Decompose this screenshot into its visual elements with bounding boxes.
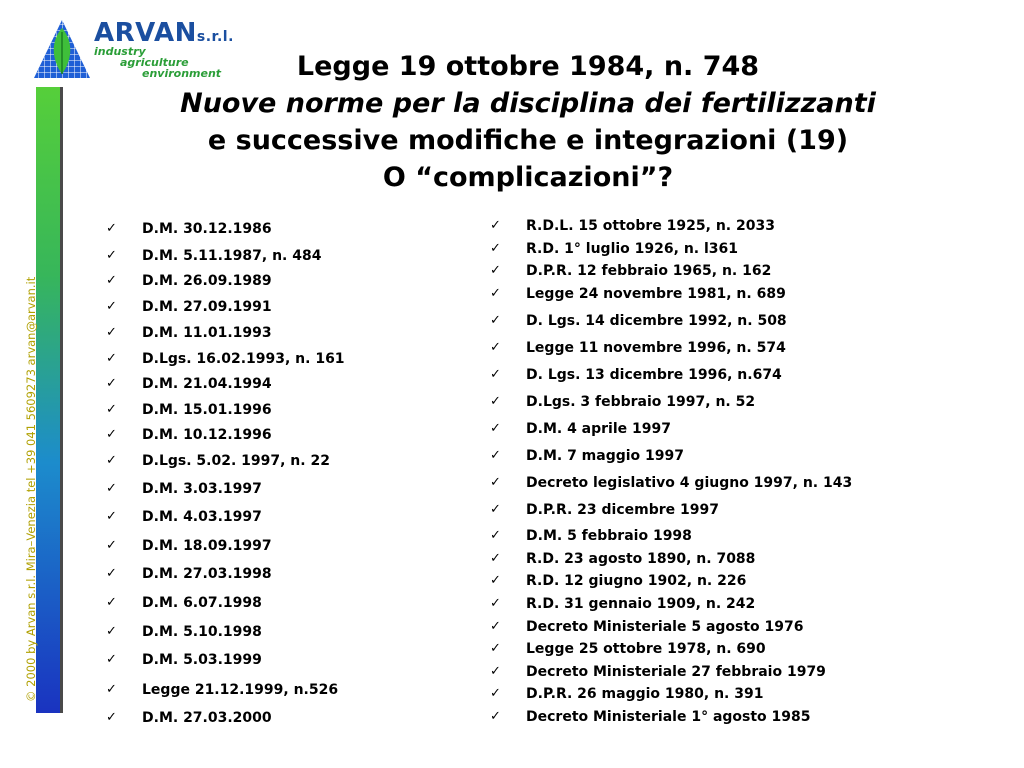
check-icon: ✓	[490, 475, 501, 490]
check-icon: ✓	[490, 641, 501, 656]
check-icon: ✓	[490, 686, 501, 701]
check-icon: ✓	[490, 263, 501, 278]
check-icon: ✓	[106, 481, 117, 496]
check-icon: ✓	[490, 664, 501, 679]
check-icon: ✓	[106, 248, 117, 263]
check-icon: ✓	[490, 340, 501, 355]
title-line-1: Legge 19 ottobre 1984, n. 748	[296, 51, 760, 82]
check-icon: ✓	[106, 538, 117, 553]
check-icon: ✓	[490, 502, 501, 517]
check-icon: ✓	[490, 421, 501, 436]
check-icon: ✓	[490, 551, 501, 566]
copyright-text: © 2000 by Arvan s.r.l. Mira–Venezia tel +39 041 5609273 arvan@arvan.it	[24, 276, 38, 702]
check-icon: ✓	[106, 509, 117, 524]
check-icon: ✓	[106, 624, 117, 639]
logo-tag-environment: environment	[142, 67, 222, 80]
check-icon: ✓	[490, 286, 501, 301]
check-icon: ✓	[106, 376, 117, 391]
check-icon: ✓	[106, 273, 117, 288]
check-icon: ✓	[490, 596, 501, 611]
gradient-sidebar	[36, 87, 60, 713]
logo-tag-industry: industry	[94, 45, 146, 58]
arvan-leaf-triangle-logo-icon	[32, 18, 92, 80]
check-icon: ✓	[490, 528, 501, 543]
check-icon: ✓	[490, 709, 501, 724]
check-icon: ✓	[106, 325, 117, 340]
check-icon: ✓	[490, 573, 501, 588]
check-icon: ✓	[106, 402, 117, 417]
check-icon: ✓	[106, 351, 117, 366]
logo-name: ARVANs.r.l.	[94, 18, 234, 48]
check-icon: ✓	[106, 299, 117, 314]
title-line-3: e successive modifiche e integrazioni (19)	[207, 125, 849, 156]
title-line-2: Nuove norme per la disciplina dei fertilizzanti	[180, 88, 876, 119]
title-line-4: O “complicazioni”?	[382, 162, 674, 193]
check-icon: ✓	[106, 595, 117, 610]
check-icon: ✓	[490, 241, 501, 256]
check-icon: ✓	[490, 313, 501, 328]
check-icon: ✓	[106, 453, 117, 468]
check-icon: ✓	[490, 394, 501, 409]
check-icon: ✓	[490, 619, 501, 634]
logo-suffix: s.r.l.	[196, 29, 234, 45]
check-icon: ✓	[106, 427, 117, 442]
check-icon: ✓	[106, 652, 117, 667]
check-icon: ✓	[490, 367, 501, 382]
slide-title	[140, 48, 916, 196]
check-icon: ✓	[106, 710, 117, 725]
check-icon: ✓	[106, 221, 117, 236]
logo-tag-agriculture: agriculture	[120, 56, 189, 69]
check-icon: ✓	[490, 448, 501, 463]
check-icon: ✓	[106, 682, 117, 697]
check-icon: ✓	[106, 566, 117, 581]
check-icon: ✓	[490, 218, 501, 233]
